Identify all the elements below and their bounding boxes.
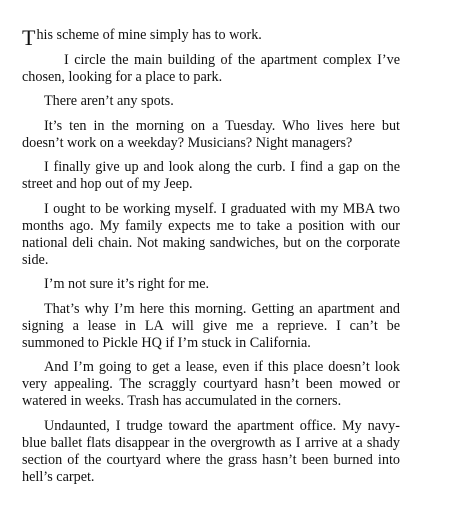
- paragraph-10: Undaunted, I trudge toward the apartment office. My navy-blue ballet flats disappear in the overgrowth as I arrive at a shady section of the courtyard where the grass hasn’t been burned into hell’s carpet.: [22, 417, 400, 485]
- paragraph-5: I finally give up and look along the curb. I find a gap on the street and hop out of my Jeep.: [22, 159, 400, 192]
- paragraph-1: [22, 25, 400, 50]
- paragraph-1-text: his scheme of mine simply has to work.: [36, 27, 262, 43]
- paragraph-3: There aren’t any spots.: [44, 93, 174, 109]
- drop-cap: T: [22, 25, 36, 50]
- paragraph-7: I’m not sure it’s right for me.: [44, 276, 210, 292]
- paragraph-6: I ought to be working myself. I graduated with my MBA two months ago. My family expects me to take a position with our national deli chain. Not making sandwiches, but on the corporate side.: [22, 200, 400, 268]
- book-page: [22, 27, 400, 493]
- paragraph-2: I circle the main building of the apartment complex I’ve chosen, looking for a place to park.: [22, 51, 400, 85]
- paragraph-4: It’s ten in the morning on a Tuesday. Who lives here but doesn’t work on a weekday? Musicians? Night managers?: [22, 117, 400, 151]
- paragraph-9: And I’m going to get a lease, even if this place doesn’t look very appealing. The scraggly courtyard hasn’t been mowed or watered in weeks. Trash has accumulated in the corners.: [22, 359, 400, 409]
- paragraph-8: That’s why I’m here this morning. Getting an apartment and signing a lease in LA will give me a reprieve. I can’t be summoned to Pickle HQ if I’m stuck in California.: [22, 300, 400, 351]
